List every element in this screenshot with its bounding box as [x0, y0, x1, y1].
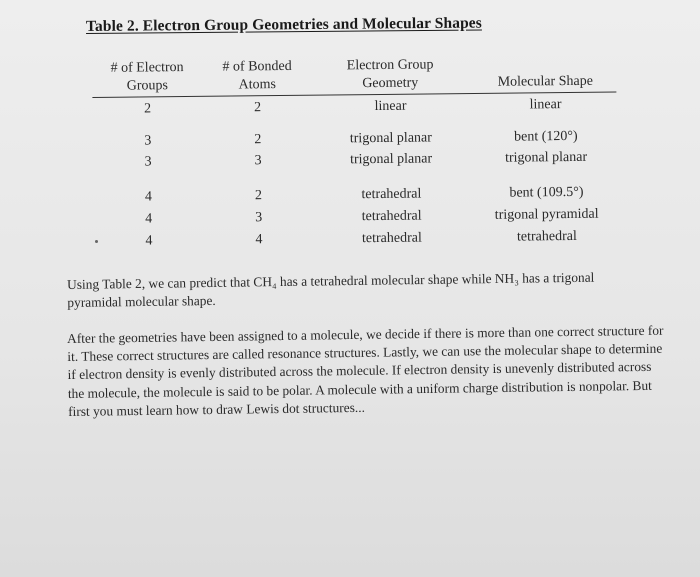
cell-geometry: tetrahedral: [361, 186, 422, 203]
header-electron-geometry-line2: Geometry: [362, 75, 419, 92]
cell-shape: trigonal planar: [504, 149, 588, 166]
cell-atoms: 2: [253, 100, 262, 116]
paragraph-prediction-text: Using Table 2, we can predict that CH₄ has a tetrahedral molecular shape while NH₃ has a trigonal pyramidal molecular shape.: [67, 269, 595, 311]
cell-groups: 2: [143, 101, 152, 117]
paragraph-resonance: [67, 322, 666, 421]
cell-groups: 4: [145, 211, 153, 227]
geometry-table: [92, 52, 624, 258]
stray-mark: [95, 240, 98, 243]
cell-atoms: 2: [254, 132, 262, 148]
cell-shape: bent (109.5°): [509, 184, 584, 201]
header-molecular-shape: Molecular Shape: [497, 73, 593, 90]
cell-geometry: tetrahedral: [361, 230, 422, 247]
cell-geometry: linear: [374, 98, 407, 115]
header-bonded-atoms-line1: # of Bonded: [222, 58, 292, 75]
header-electron-groups-line2: Groups: [126, 78, 168, 94]
cell-geometry: trigonal planar: [349, 130, 432, 147]
table-title: Table 2. Electron Group Geometries and Molecular Shapes: [85, 14, 482, 35]
cell-groups: 4: [144, 189, 153, 205]
cell-groups: 3: [144, 154, 152, 170]
paragraph-resonance-text: After the geometries have been assigned to a molecule, we decide if there is more than one correct structure for it. These correct structures are called resonance structures. Lastly, we can use the molecular shape to determine if electron density is evenly distributed across the molecule. If electron density is unevenly distributed across the molecule, the molecule is said to be polar. A molecule with a uniform charge distribution is nonpolar. But first you must learn how to draw Lewis dot structures...: [67, 322, 664, 419]
cell-atoms: 2: [254, 188, 263, 204]
cell-geometry: tetrahedral: [361, 208, 422, 225]
header-electron-geometry-line1: Electron Group: [346, 57, 434, 74]
header-electron-groups-line1: # of Electron: [110, 60, 184, 76]
cell-shape: trigonal pyramidal: [494, 206, 599, 223]
cell-atoms: 3: [255, 210, 263, 226]
cell-groups: 3: [144, 133, 152, 149]
cell-geometry: trigonal planar: [349, 151, 433, 168]
cell-atoms: 3: [254, 153, 262, 169]
header-bonded-atoms-line2: Atoms: [238, 77, 277, 93]
cell-shape: linear: [529, 97, 562, 113]
paragraph-prediction: [67, 268, 632, 312]
cell-shape: bent (120°): [514, 128, 578, 145]
cell-shape: tetrahedral: [516, 228, 577, 245]
cell-groups: 4: [145, 233, 153, 249]
cell-atoms: 4: [255, 232, 263, 248]
